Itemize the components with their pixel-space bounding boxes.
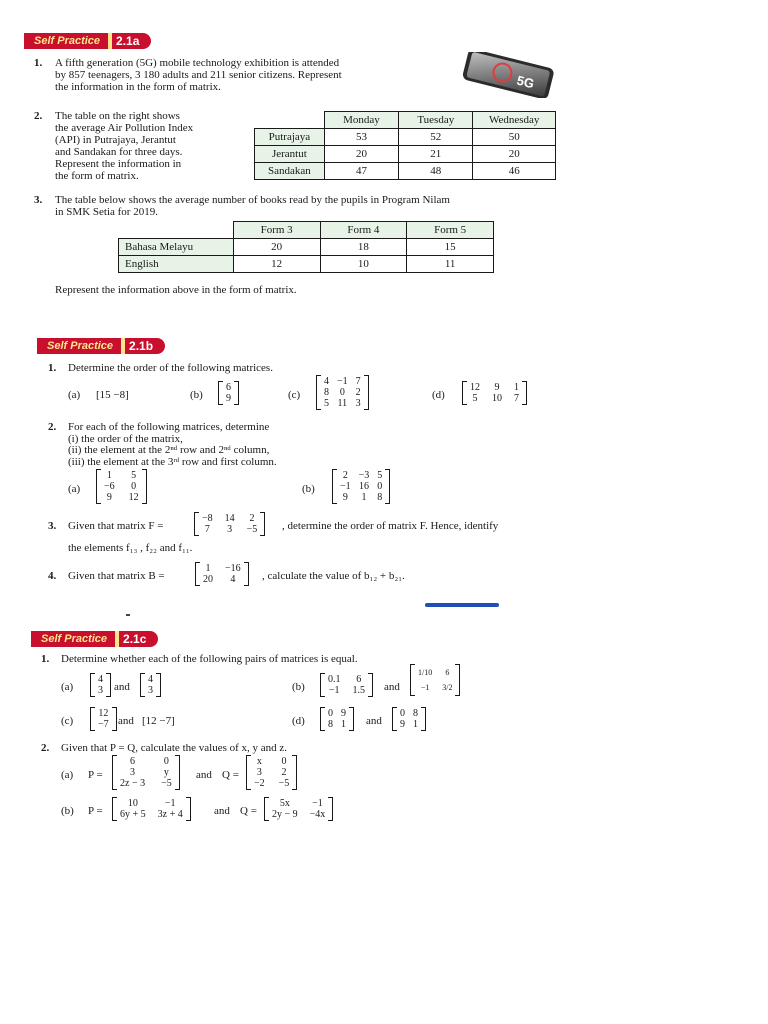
q-equals: Q = [222,769,239,781]
part-label: (a) [61,769,74,781]
q-text: Given that P = Q, calculate the values of x, y and z. [61,742,288,754]
row-header: Putrajaya [255,129,325,146]
matrix-row: [15 −8] [96,389,129,401]
q1-line: by 857 teenagers, 3 180 adults and 211 senior citizens. Represent [55,69,342,81]
q2-line: and Sandakan for three days. [55,146,183,158]
part-label: (a) [68,483,81,495]
cell: 20 [233,239,320,256]
row-header: Bahasa Melayu [119,239,234,256]
q2-line: the form of matrix. [55,170,139,182]
q-text: , determine the order of matrix F. Hence, identify [282,520,499,532]
col-header: Form 4 [320,222,407,239]
q-number: 1. [34,57,43,69]
q2-line: Represent the information in [55,158,182,170]
and-word: and [114,681,130,693]
part-label: (a) [61,681,74,693]
smartphone-5g-image [458,52,558,98]
q2-line: the average Air Pollution Index [55,122,194,134]
row-header: Sandakan [255,163,325,180]
cell: 21 [399,146,473,163]
table-row [255,163,556,180]
matrix: 6 9 [218,381,239,405]
cell: 20 [324,146,398,163]
cell: 50 [473,129,556,146]
section-badge-2-1a: Self Practice 2.1a [24,33,151,49]
matrix: 4 3 [140,673,161,697]
and-word: and [366,715,382,727]
part-label: (b) [292,681,305,693]
and-word: and [214,805,230,817]
matrix: 1 5 −6 0 9 12 [96,469,147,504]
q-number: 4. [48,570,57,582]
col-header: Tuesday [399,112,473,129]
cell: 20 [473,146,556,163]
matrix: 1 −16 20 4 [195,562,249,586]
matrix: 10 −1 6y + 5 3z + 4 [112,797,191,821]
q-number: 1. [41,653,50,665]
q-text: Determine the order of the following matrices. [68,362,273,374]
q3-after: Represent the information above in the form of matrix. [55,284,297,296]
cell: 52 [399,129,473,146]
q3-line: The table below shows the average number of books read by the pupils in Program Nilam [55,194,450,206]
q-number: 3. [34,194,43,206]
cell: 53 [324,129,398,146]
q-text: Given that matrix F = [68,520,164,532]
row-header: English [119,256,234,273]
cell: 12 [233,256,320,273]
col-header: Monday [324,112,398,129]
col-header: Form 3 [233,222,320,239]
matrix: 1/10 6 −1 3/2 [410,664,460,696]
cell: 47 [324,163,398,180]
col-header: Form 5 [407,222,494,239]
section-badge-2-1c: Self Practice 2.1c [31,631,158,647]
part-label: (d) [432,389,445,401]
part-label: (b) [61,805,74,817]
q-text: Determine whether each of the following pairs of matrices is equal. [61,653,358,665]
matrix: 2 −3 5 −1 16 0 9 1 8 [332,469,390,504]
col-header: Wednesday [473,112,556,129]
cell: 46 [473,163,556,180]
q-item: (ii) the element at the 2ⁿᵈ row and 2ⁿᵈ column, [68,444,270,456]
phone-5g-label: 5G [515,72,536,92]
table-row [119,256,494,273]
matrix: −8 14 2 7 3 −5 [194,512,265,536]
part-label: (d) [292,715,305,727]
q-number: 2. [34,110,43,122]
p-equals: P = [88,769,103,781]
matrix: x 0 3 2 −2 −5 [246,755,297,790]
matrix: 6 0 3 y 2z − 3 −5 [112,755,180,790]
matrix: 0.1 6 −1 1.5 [320,673,373,697]
cell: 18 [320,239,407,256]
and-word: and [118,715,134,727]
table-row [119,239,494,256]
table-row [255,129,556,146]
cell: 48 [399,163,473,180]
and-word: and [384,681,400,693]
cell: 15 [407,239,494,256]
q-item: (iii) the element at the 3ʳᵈ row and first column. [68,456,277,468]
section-badge-2-1b: Self Practice 2.1b [37,338,165,354]
and-word: and [196,769,212,781]
books-table [118,221,494,273]
q1-line: A fifth generation (5G) mobile technology exhibition is attended [55,57,340,69]
q2-line: The table on the right shows [55,110,180,122]
stray-mark [126,614,130,616]
decorative-bar [425,603,499,607]
matrix: 0 9 8 1 [320,707,354,731]
cell: 10 [320,256,407,273]
matrix: 4 3 [90,673,111,697]
q-number: 2. [48,421,57,433]
q1-line: the information in the form of matrix. [55,81,221,93]
matrix: 12 −7 [90,707,117,731]
p-equals: P = [88,805,103,817]
q-text: Given that matrix B = [68,570,165,582]
q-text: , calculate the value of b₁₂ + b₂₁. [262,570,405,582]
q-text: the elements f₁₃ , f₂₂ and f₁₁. [68,542,193,554]
q-equals: Q = [240,805,257,817]
q-number: 3. [48,520,57,532]
q-text: For each of the following matrices, determine [68,421,270,433]
part-label: (c) [61,715,74,727]
q-item: (i) the order of the matrix, [68,433,183,445]
part-label: (b) [302,483,315,495]
matrix: 12 9 1 5 10 7 [462,381,527,405]
cell: 11 [407,256,494,273]
matrix-row: [12 −7] [142,715,175,727]
table-row [255,146,556,163]
matrix: 5x −1 2y − 9 −4x [264,797,333,821]
q-number: 1. [48,362,57,374]
api-table [254,111,556,180]
q-number: 2. [41,742,50,754]
matrix: 4 −1 7 8 0 2 5 11 3 [316,375,369,410]
part-label: (a) [68,389,81,401]
part-label: (b) [190,389,203,401]
q2-line: (API) in Putrajaya, Jerantut [55,134,176,146]
row-header: Jerantut [255,146,325,163]
matrix: 0 8 9 1 [392,707,426,731]
part-label: (c) [288,389,301,401]
q3-line: in SMK Setia for 2019. [55,206,158,218]
